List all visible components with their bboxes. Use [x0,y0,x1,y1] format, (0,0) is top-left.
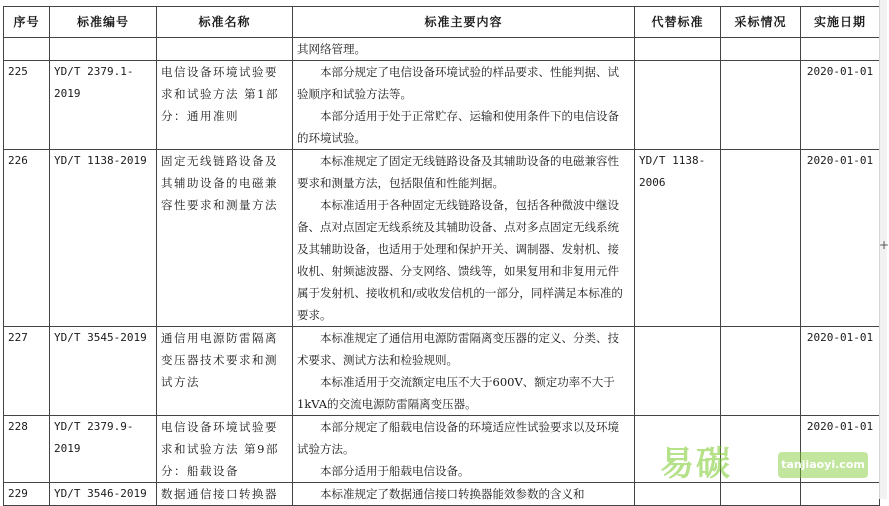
row-code: YD/T 3546-2019 [50,483,157,506]
row-date: 2020-01-01 [801,61,880,150]
row-content [293,416,635,483]
row-code: YD/T 1138-2019 [50,150,157,327]
row-seq: 226 [4,150,50,327]
header-adopt: 采标情况 [721,7,801,38]
row-adopt [721,61,801,150]
table-row [4,61,880,150]
row-name: 电信设备环境试验要求和试验方法 第1部分：通用准则 [157,61,293,150]
row-content [293,150,635,327]
row-adopt [721,483,801,506]
header-name: 标准名称 [157,7,293,38]
row-code: YD/T 2379.1-2019 [50,61,157,150]
header-replace: 代替标准 [635,7,721,38]
header-code: 标准编号 [50,7,157,38]
row-seq: 227 [4,327,50,416]
row-name: 通信用电源防雷隔离变压器技术要求和测试方法 [157,327,293,416]
header-seq: 序号 [4,7,50,38]
content-paragraph: 本部分适用于船载电信设备。 [320,464,470,478]
row-content [293,483,635,506]
row-content [293,61,635,150]
row-code: YD/T 2379.9-2019 [50,416,157,483]
table-row [4,150,880,327]
table-row [4,483,880,506]
row-name: 数据通信接口转换器 [157,483,293,506]
row-date: 2020-01-01 [801,150,880,327]
table-row [4,327,880,416]
continuation-text: 其网络管理。 [293,38,635,61]
header-row [4,7,880,38]
row-replace [635,483,721,506]
row-adopt [721,150,801,327]
content-paragraph: 本部分规定了电信设备环境试验的样品要求、性能判据、试验顺序和试验方法等。 [297,65,619,101]
row-seq: 225 [4,61,50,150]
row-replace: YD/T 1138-2006 [635,150,721,327]
row-date: 2020-01-01 [801,416,880,483]
content-paragraph: 本标准适用于各种固定无线链路设备，包括各种微波中继设备、点对点固定无线系统及其辅助设备、点对多点固定无线系统及其辅助设备，也适用于处理和保护开关、调制器、发射机、接收机、射频滤波器、分支网络、馈线等，如果复用和非复用元件属于发射机、接收机和/或收发信机的一部分，同样满足本标准的要求。 [297,198,623,322]
row-replace [635,327,721,416]
row-seq: 228 [4,416,50,483]
expand-icon[interactable]: + [879,238,889,252]
content-paragraph: 本标准规定了固定无线链路设备及其辅助设备的电磁兼容性要求和测量方法，包括限值和性能判据。 [297,154,619,190]
row-name: 电信设备环境试验要求和试验方法 第9部分：船载设备 [157,416,293,483]
row-date [801,483,880,506]
row-code: YD/T 3545-2019 [50,327,157,416]
row-date: 2020-01-01 [801,327,880,416]
continuation-row [4,38,880,61]
header-date: 实施日期 [801,7,880,38]
watermark-brand: 易碳 [660,444,732,484]
header-content: 标准主要内容 [293,7,635,38]
row-adopt [721,416,801,483]
content-paragraph: 本部分规定了船载电信设备的环境适应性试验要求以及环境试验方法。 [297,420,619,456]
content-paragraph: 本标准规定了通信用电源防雷隔离变压器的定义、分类、技术要求、测试方法和检验规则。 [297,331,619,367]
content-paragraph: 本标准适用于交流额定电压不大于600V、额定功率不大于1kVA的交流电源防雷隔离变压器。 [297,375,615,411]
table-row [4,416,880,483]
row-adopt [721,327,801,416]
content-paragraph: 本部分适用于处于正常贮存、运输和使用条件下的电信设备的环境试验。 [297,109,619,145]
row-replace [635,416,721,483]
standards-table [3,6,880,506]
content-paragraph: 本标准规定了数据通信接口转换器能效参数的含义和 [320,487,585,501]
row-seq: 229 [4,483,50,506]
watermark-url: tanjiaoyi.com [778,452,868,478]
row-name: 固定无线链路设备及其辅助设备的电磁兼容性要求和测量方法 [157,150,293,327]
row-content [293,327,635,416]
row-replace [635,61,721,150]
